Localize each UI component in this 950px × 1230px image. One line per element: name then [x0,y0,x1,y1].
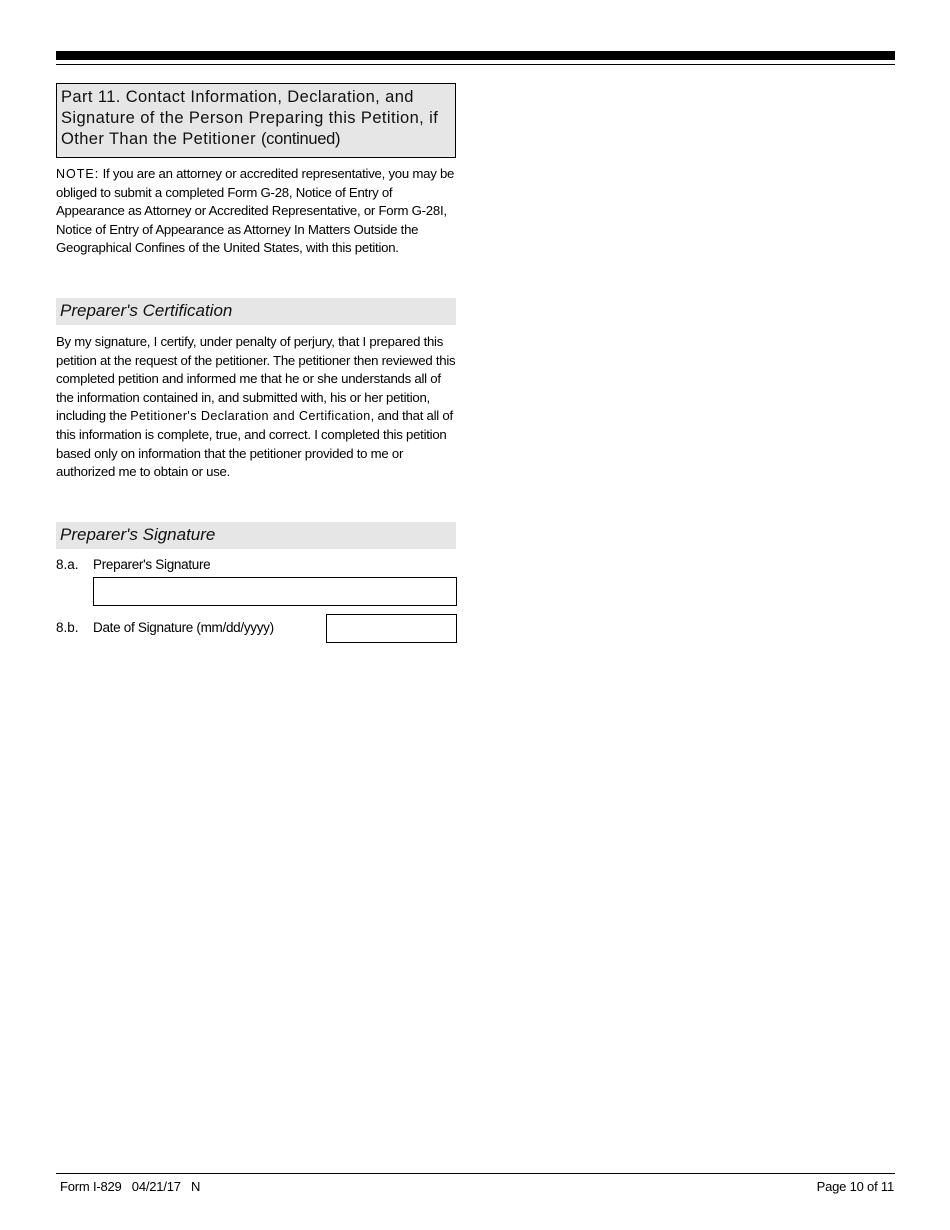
signature-date-field[interactable] [326,614,457,643]
note-text: If you are an attorney or accredited representative, you may be obliged to submit a completed Form G-28, Notice of Entry of Appearance as Attorney or Accredited Representative, or Form G-28I, Notice of Entry of Appearance as Attorney In Matters Outside the Geographical Confines of the United States, with this petition. [56,166,455,256]
field-number-8b: 8.b. [56,620,79,635]
top-rule-thin [56,64,895,65]
signature-heading: Preparer's Signature [56,522,456,549]
certification-text [56,333,458,482]
footer-form-id: Form I-829 04/21/17 N [60,1179,201,1194]
top-rule-thick [56,51,895,60]
preparer-signature-label: Preparer's Signature [93,557,211,572]
footer-page-number: Page 10 of 11 [816,1179,894,1194]
field-number-8a: 8.a. [56,557,79,572]
footer-rule [56,1173,895,1174]
part-header [56,83,456,158]
part-header-continued: (continued) [260,130,341,148]
certification-text-before: By my signature, I certify, under penalty of perjury, that I prepared this petition at the request of the petitioner. The petitioner then reviewed this completed petition and informed me that he or she understands all of the information contained in, and submitted with, his or her petition, including the [56,334,456,424]
part-header-title: Part 11. Contact Information, Declaration, and Signature of the Person Preparing this Petition, if Other Than the Petitioner [61,88,439,148]
certification-reference: Petitioner's Declaration and Certification [130,409,371,424]
certification-heading: Preparer's Certification [56,298,456,325]
signature-date-label: Date of Signature (mm/dd/yyyy) [93,620,274,635]
attorney-note [56,165,458,258]
note-label: NOTE: [56,167,100,181]
certification-text-after: , and that all of this information is complete, true, and correct. I completed this petition based only on information that the petitioner provided to me or authorized me to obtain or use. [56,408,453,480]
preparer-signature-field[interactable] [93,577,457,606]
